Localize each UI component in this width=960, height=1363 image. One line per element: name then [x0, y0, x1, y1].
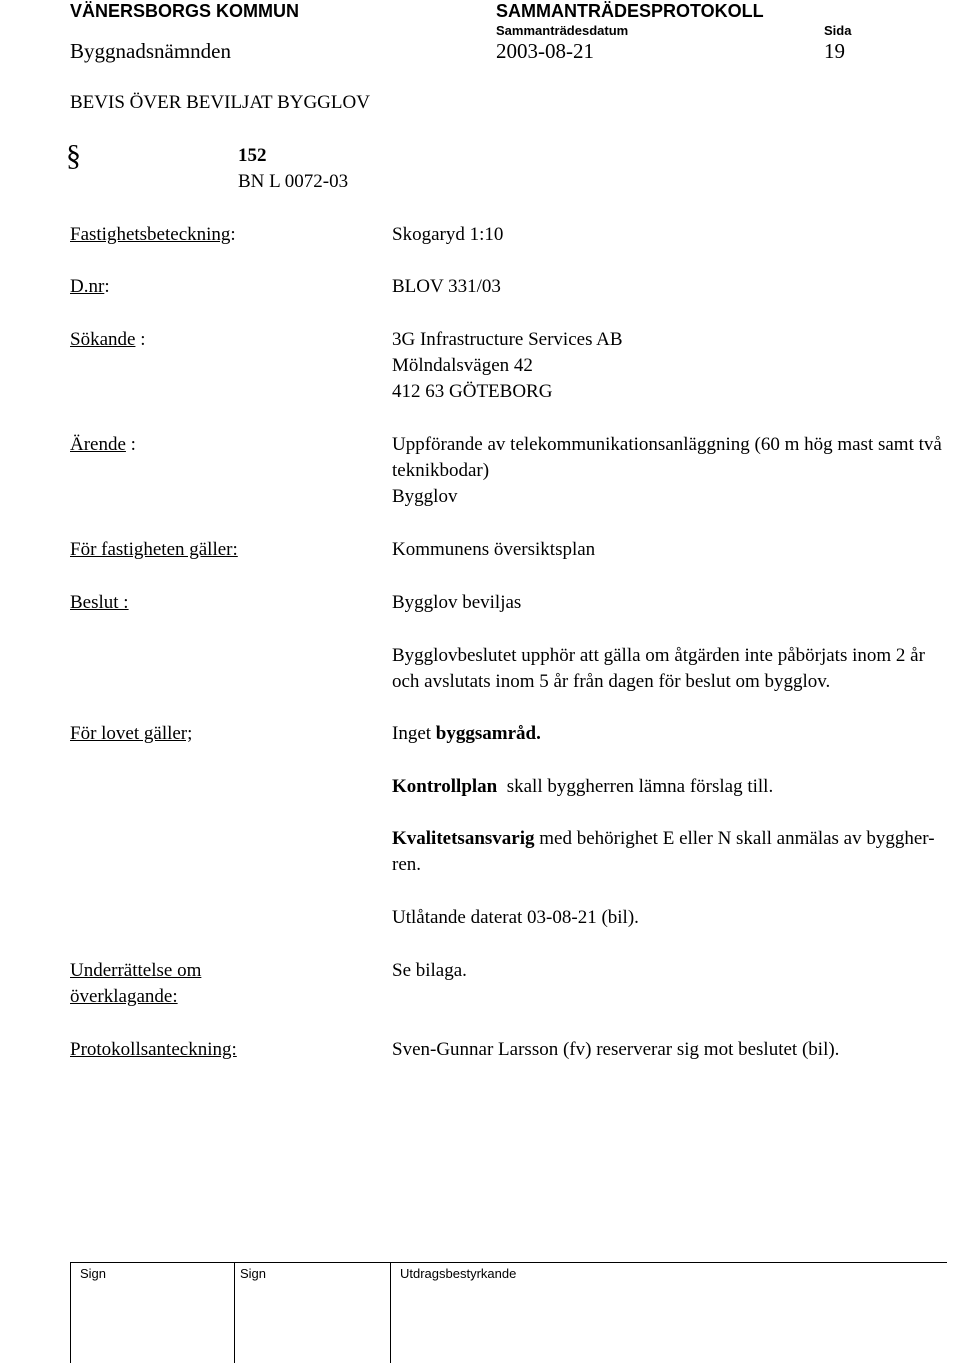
quality-responsible-line-2: ren. [392, 854, 422, 875]
section-number: 152 [238, 145, 267, 166]
appeal-label-line-2: överklagande: [70, 986, 178, 1007]
footer-border-1 [234, 1262, 235, 1363]
extract-certification-label: Utdragsbestyrkande [400, 1266, 517, 1281]
control-plan-term: Kontrollplan [392, 776, 498, 797]
meeting-date: 2003-08-21 [496, 39, 594, 63]
appeal-value: Se bilaga. [392, 960, 467, 981]
quality-responsible [392, 826, 935, 852]
property-value: Skogaryd 1:10 [392, 224, 504, 245]
control-plan [392, 774, 773, 800]
property-label: Fastighetsbeteckning [70, 224, 231, 245]
property-colon: : [230, 224, 236, 245]
page-label: Sida [824, 23, 852, 38]
applicant-name: 3G Infrastructure Services AB [392, 329, 623, 350]
property-label-row [70, 222, 236, 248]
matter-line-1: Uppförande av telekommunikationsanläggning (60 m hög mast samt två [392, 434, 942, 455]
matter-line-2: teknikbodar) [392, 460, 490, 481]
matter-line-3: Bygglov [392, 486, 458, 507]
decision-value: Bygglov beviljas [392, 592, 522, 613]
dnr-colon: : [104, 276, 110, 297]
control-plan-text: skall byggherren lämna förslag till. [497, 776, 774, 797]
board-name: Byggnadsnämnden [70, 39, 231, 63]
matter-label-row [70, 432, 136, 458]
footer-divider [70, 1262, 947, 1263]
consultation-prefix: Inget [392, 723, 436, 744]
applicant-label: Sökande [70, 329, 136, 350]
dnr-value: BLOV 331/03 [392, 276, 501, 297]
property-applies-label: För fastigheten gäller: [70, 539, 238, 560]
dnr-label-row [70, 274, 110, 300]
document-type: SAMMANTRÄDESPROTOKOLL [496, 1, 764, 21]
permit-validity-line-2: och avslutats inom 5 år från dagen för beslut om bygglov. [392, 671, 831, 692]
permit-applies-value [392, 721, 541, 747]
applicant-city: 412 63 GÖTEBORG [392, 381, 553, 402]
applicant-colon: : [140, 329, 146, 350]
sign-label-1: Sign [80, 1266, 107, 1281]
org-name: VÄNERSBORGS KOMMUN [70, 1, 300, 21]
date-label: Sammanträdesdatum [496, 23, 629, 38]
applicant-label-row [70, 327, 145, 353]
permit-applies-label: För lovet gäller; [70, 723, 193, 744]
footer-border-2 [390, 1262, 391, 1363]
document-title: BEVIS ÖVER BEVILJAT BYGGLOV [70, 92, 370, 113]
minutes-note-value: Sven-Gunnar Larsson (fv) reserverar sig mot beslutet (bil). [392, 1039, 840, 1060]
page-number: 19 [824, 39, 845, 63]
section-symbol: § [66, 139, 81, 172]
dnr-label: D.nr [70, 276, 105, 297]
consultation-term: byggsamråd. [435, 723, 541, 744]
case-reference: BN L 0072-03 [238, 171, 349, 192]
sign-label-2: Sign [240, 1266, 267, 1281]
permit-validity-line-1: Bygglovbeslutet upphör att gälla om åtgärden inte påbörjats inom 2 år [392, 645, 925, 666]
quality-responsible-term: Kvalitetsansvarig [392, 828, 535, 849]
appeal-label-line-1: Underrättelse om [70, 960, 202, 981]
applicant-street: Mölndalsvägen 42 [392, 355, 533, 376]
matter-colon: : [130, 434, 136, 455]
minutes-note-label: Protokollsanteckning: [70, 1039, 237, 1060]
matter-label: Ärende [70, 434, 126, 455]
footer-border-left [70, 1262, 71, 1363]
quality-responsible-text: med behörighet E eller N skall anmälas av byggher- [534, 828, 935, 849]
property-applies-value: Kommunens översiktsplan [392, 539, 596, 560]
decision-label: Beslut : [70, 592, 129, 613]
statement: Utlåtande daterat 03-08-21 (bil). [392, 907, 639, 928]
